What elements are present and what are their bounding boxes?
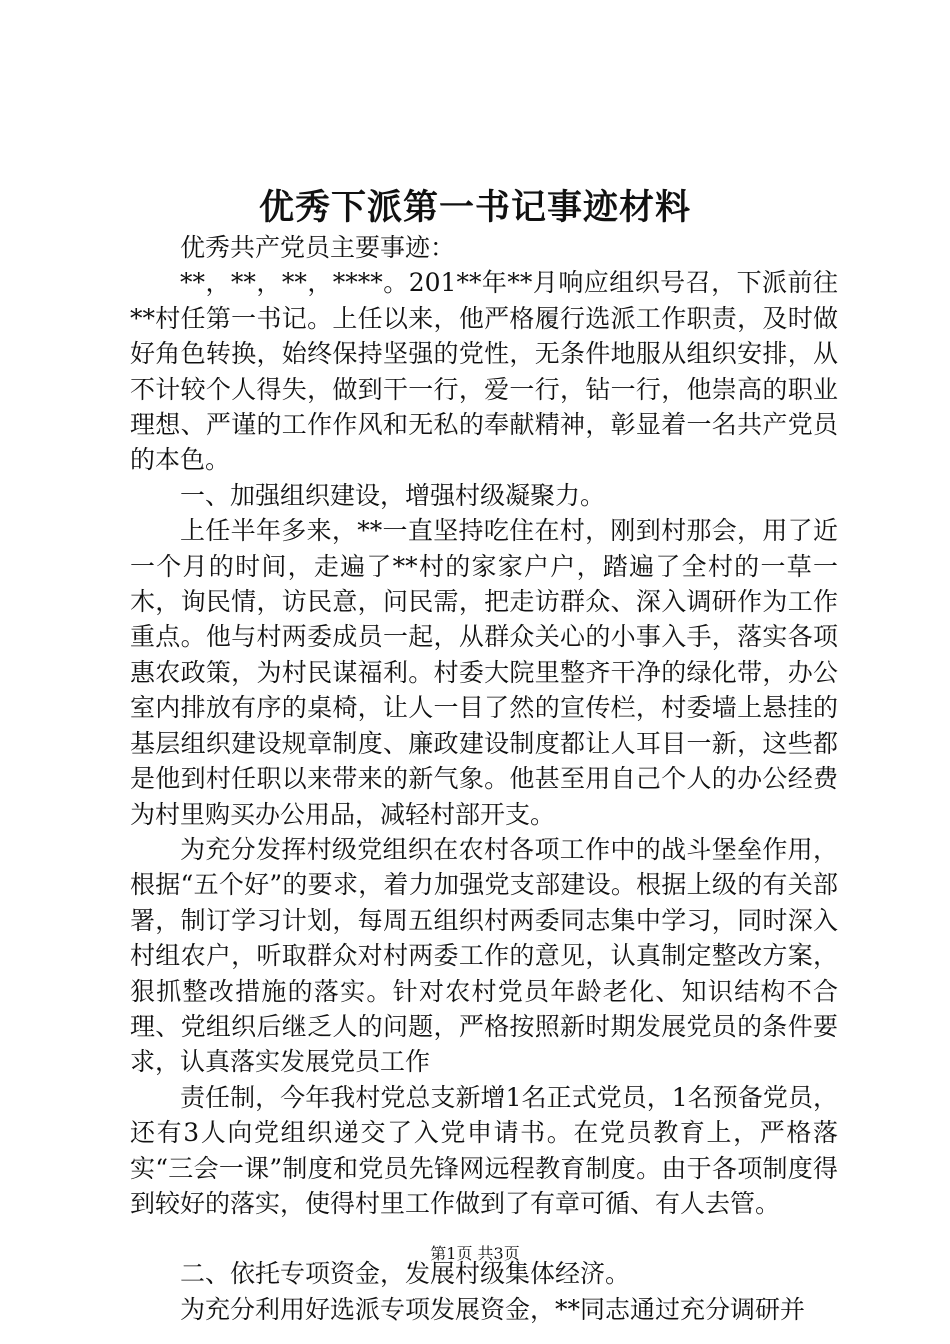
section-heading-1: 一、加强组织建设，增强村级凝聚力。 [180, 480, 606, 510]
paragraph-section2-a: 为充分利用好选派专项发展资金，**同志通过充分调研并 [180, 1294, 806, 1324]
paragraph-section1-b: 为充分发挥村级党组织在农村各项工作中的战斗堡垒作用，根据“五个好”的要求，着力加强党支部建设。根据上级的有关部署，制订学习计划，每周五组织村两委同志集中学习，同时深入村组农户，听取群众对村两委工作的意见，认真制定整改方案，狠抓整改措施的落实。针对农村党员年龄老化、知识结构不合理、党组织后继乏人的问题，严格按照新时期发展党员的条件要求，认真落实发展党员工作 [130, 834, 838, 1077]
paragraph-section1-c: 责任制，今年我村党总支新增1名正式党员，1名预备党员，还有3人向党组织递交了入党申请书。在党员教育上，严格落实“三会一课”制度和党员先锋网远程教育制度。由于各项制度得到较好的落实，使得村里工作做到了有章可循、有人去管。 [130, 1082, 838, 1218]
document-title: 优秀下派第一书记事迹材料 [258, 187, 691, 228]
paragraph-summary: **，**，**，****。201**年**月响应组织号召，下派前往**村任第一书记。上任以来，他严格履行选派工作职责，及时做好角色转换，始终保持坚强的党性，无条件地服从组织安排，从不计较个人得失，做到干一行，爱一行，钻一行，他崇高的职业理想、严谨的工作作风和无私的奉献精神，彰显着一名共产党员的本色。 [130, 268, 838, 475]
section-heading-2: 二、依托专项资金，发展村级集体经济。 [180, 1259, 631, 1289]
page-footer: 第1页 共3页 [430, 1244, 520, 1263]
paragraph-section1-a: 上任半年多来，**一直坚持吃住在村，刚到村那会，用了近一个月的时间，走遍了**村的家家户户，踏遍了全村的一草一木，询民情，访民意，问民需，把走访群众、深入调研作为工作重点。他与村两委成员一起，从群众关心的小事入手，落实各项惠农政策，为村民谋福利。村委大院里整齐干净的绿化带，办公室内排放有序的桌椅，让人一目了然的宣传栏，村委墙上悬挂的基层组织建设规章制度、廉政建设制度都让人耳目一新，这些都是他到村任职以来带来的新气象。他甚至用自己个人的办公经费为村里购买办公用品，减轻村部开支。 [130, 516, 838, 829]
paragraph-intro: 优秀共产党员主要事迹： [180, 233, 456, 262]
document-body [130, 230, 838, 1327]
